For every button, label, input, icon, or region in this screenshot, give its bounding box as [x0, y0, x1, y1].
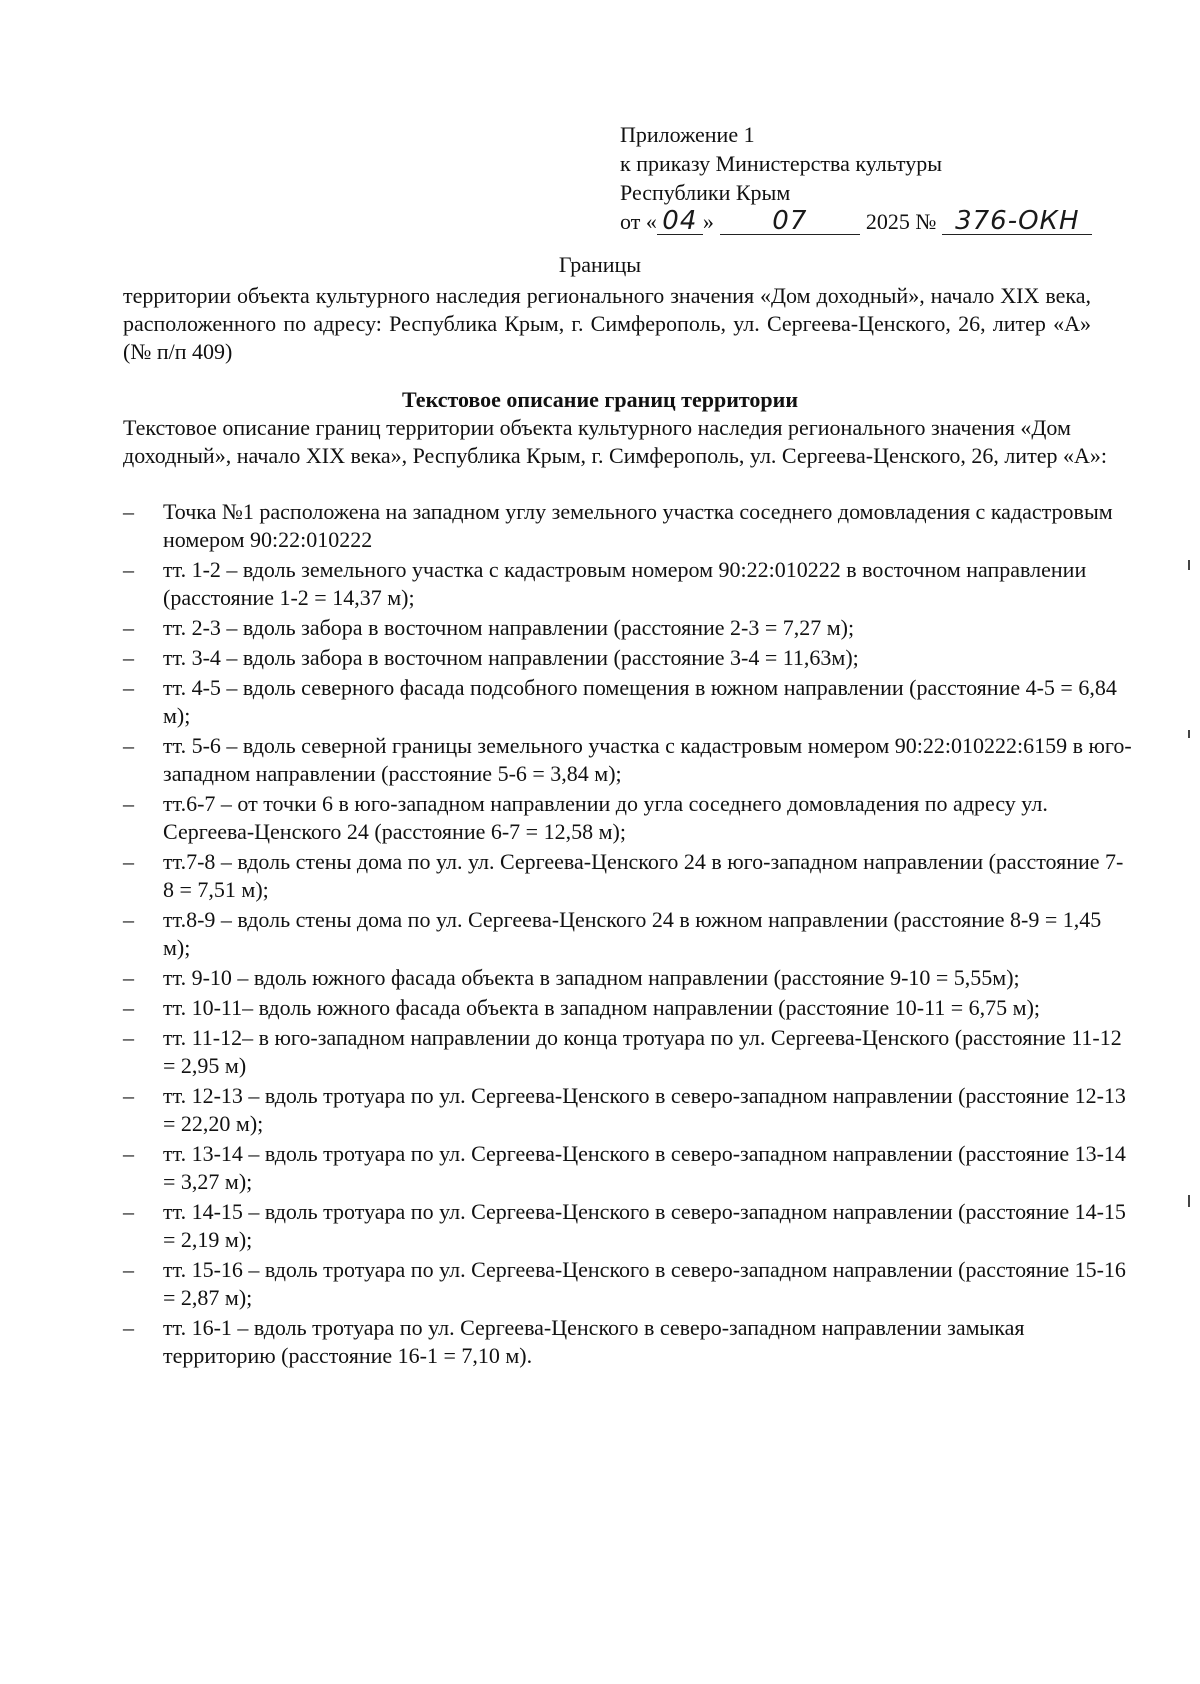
list-item [123, 1082, 1133, 1138]
list-item [123, 1140, 1133, 1196]
list-item-text: тт. 14-15 – вдоль тротуара по ул. Сергеева-Ценского в северо-западном направлении (расстояние 14-15 = 2,19 м); [163, 1199, 1126, 1252]
dash-bullet: – [123, 499, 134, 524]
handwritten-day: 04 [657, 208, 703, 235]
dash-bullet: – [123, 995, 134, 1020]
dash-bullet: – [123, 1257, 134, 1282]
document-title: Границы [558, 252, 642, 277]
boundary-points-list [123, 498, 1133, 1372]
scan-artifact [1188, 730, 1190, 738]
list-item-text: тт. 4-5 – вдоль северного фасада подсобного помещения в южном направлении (расстояние 4-5 = 6,84 м); [163, 675, 1117, 728]
dash-bullet: – [123, 733, 134, 758]
list-item [123, 790, 1133, 846]
dash-bullet: – [123, 1141, 134, 1166]
dash-bullet: – [123, 965, 134, 990]
list-item [123, 964, 1133, 992]
list-item [123, 1256, 1133, 1312]
list-item-text: тт. 12-13 – вдоль тротуара по ул. Сергеева-Ценского в северо-западном направлении (расстояние 12-13 = 22,20 м); [163, 1083, 1126, 1136]
dash-bullet: – [123, 675, 134, 700]
list-item [123, 994, 1133, 1022]
year-and-number-label: 2025 № [865, 209, 937, 234]
annex-header [620, 120, 1140, 236]
dash-bullet: – [123, 907, 134, 932]
list-item-text: тт. 5-6 – вдоль северной границы земельного участка с кадастровым номером 90:22:010222:6159 в юго-западном направлении (расстояние 5-6 = 3,84 м); [163, 733, 1132, 786]
list-item-text: тт. 16-1 – вдоль тротуара по ул. Сергеева-Ценского в северо-западном направлении замыкая территорию (расстояние 16-1 = 7,10 м). [163, 1315, 1025, 1368]
dash-bullet: – [123, 1315, 134, 1340]
list-item [123, 614, 1133, 642]
list-item [123, 1198, 1133, 1254]
dash-bullet: – [123, 557, 134, 582]
dash-bullet: – [123, 645, 134, 670]
list-item-text: тт. 11-12– в юго-западном направлении до конца тротуара по ул. Сергеева-Ценского (расстояние 11-12 = 2,95 м) [163, 1025, 1122, 1078]
dash-bullet: – [123, 1025, 134, 1050]
dash-bullet: – [123, 1199, 134, 1224]
list-item [123, 848, 1133, 904]
scan-artifact [1188, 560, 1190, 570]
list-item-text: тт. 3-4 – вдоль забора в восточном направлении (расстояние 3-4 = 11,63м); [163, 645, 859, 670]
list-item-text: тт. 9-10 – вдоль южного фасада объекта в западном направлении (расстояние 9-10 = 5,55м); [163, 965, 1020, 990]
section-heading: Текстовое описание границ территории [401, 387, 799, 412]
list-item [123, 674, 1133, 730]
dash-bullet: – [123, 849, 134, 874]
dash-bullet: – [123, 615, 134, 640]
document-subtitle: территории объекта культурного наследия регионального значения «Дом доходный», начало XIX века, расположенного по адресу: Республика Крым, г. Симферополь, ул. Сергеева-Ценского, 26, литер «А» (№ п/п 409) [123, 283, 1091, 364]
date-day-close: » [702, 209, 714, 234]
list-item-text: тт.7-8 – вдоль стены дома по ул. ул. Сергеева-Ценского 24 в юго-западном направлении (расстояние 7-8 = 7,51 м); [163, 849, 1124, 902]
list-item-text: тт. 15-16 – вдоль тротуара по ул. Сергеева-Ценского в северо-западном направлении (расстояние 15-16 = 2,87 м); [163, 1257, 1126, 1310]
list-item-text: Точка №1 расположена на западном углу земельного участка соседнего домовладения с кадастровым номером 90:22:010222 [163, 499, 1113, 552]
list-item [123, 556, 1133, 612]
dash-bullet: – [123, 1083, 134, 1108]
list-item [123, 906, 1133, 962]
intro-paragraph: Текстовое описание границ территории объекта культурного наследия регионального значения «Дом доходный», начало XIX века», Республика Крым, г. Симферополь, ул. Сергеева-Ценского, 26, литер «А»: [123, 415, 1107, 468]
list-item-text: тт. 2-3 – вдоль забора в восточном направлении (расстояние 2-3 = 7,27 м); [163, 615, 855, 640]
list-item [123, 732, 1133, 788]
list-item [123, 644, 1133, 672]
annex-line-1: Приложение 1 [620, 122, 755, 147]
list-item-text: тт.8-9 – вдоль стены дома по ул. Сергеева-Ценского 24 в южном направлении (расстояние 8-9 = 1,45 м); [163, 907, 1102, 960]
handwritten-month: 07 [720, 208, 860, 235]
list-item-text: тт.6-7 – от точки 6 в юго-западном направлении до угла соседнего домовладения по адресу ул. Сергеева-Ценского 24 (расстояние 6-7 = 12,58 м); [163, 791, 1048, 844]
list-item [123, 498, 1133, 554]
list-item [123, 1314, 1133, 1370]
list-item-text: тт. 1-2 – вдоль земельного участка с кадастровым номером 90:22:010222 в восточном направлении (расстояние 1-2 = 14,37 м); [163, 557, 1087, 610]
list-item-text: тт. 13-14 – вдоль тротуара по ул. Сергеева-Ценского в северо-западном направлении (расстояние 13-14 = 3,27 м); [163, 1141, 1126, 1194]
annex-line-2: к приказу Министерства культуры [620, 151, 943, 176]
dash-bullet: – [123, 791, 134, 816]
scan-artifact [1188, 1195, 1190, 1207]
list-item-text: тт. 10-11– вдоль южного фасада объекта в западном направлении (расстояние 10-11 = 6,75 м); [163, 995, 1041, 1020]
handwritten-order-number: 376-ОКН [942, 208, 1092, 235]
annex-line-3: Республики Крым [620, 180, 791, 205]
date-prefix: от « [620, 209, 657, 234]
list-item [123, 1024, 1133, 1080]
order-date-number-line [620, 207, 1140, 236]
